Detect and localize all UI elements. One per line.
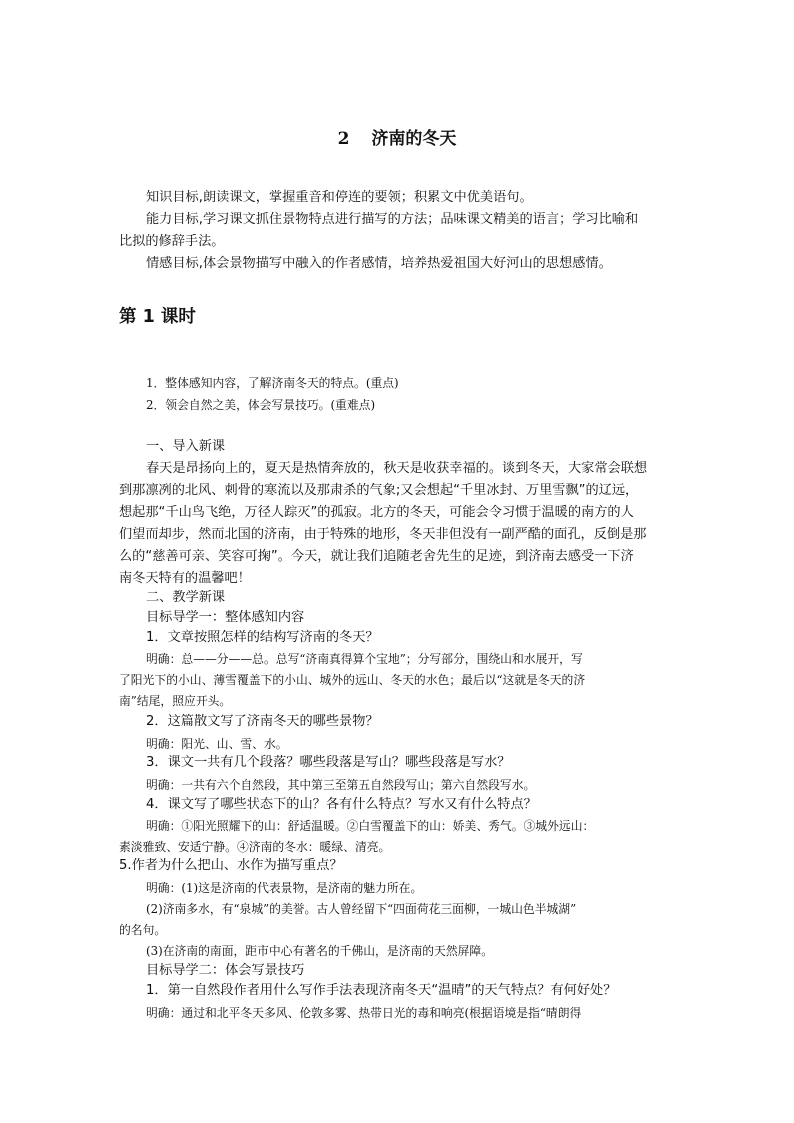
goal-item: 1．整体感知内容，了解济南冬天的特点。(重点): [146, 376, 399, 390]
intro-paragraph-line: 想起那“千山鸟飞绝，万径人踪灭”的孤寂。北方的冬天，可能会令习惯于温暖的南方的人: [119, 505, 634, 520]
intro-paragraph-line: 么的“慈善可亲、笑容可掬”。今天，就让我们追随老舍先生的足迹，到济南去感受一下济: [119, 549, 634, 564]
answer-line: (3)在济南的南面，距市中心有著名的千佛山，是济南的天然屏障。: [146, 944, 494, 958]
answer-line: 明确：一共有六个自然段，其中第三至第五自然段写山；第六自然段写水。: [146, 778, 536, 792]
question-line: 5.作者为什么把山、水作为描写重点？: [119, 858, 343, 873]
title-text: 济南的冬天: [371, 129, 457, 149]
answer-line: 明确：①阳光照耀下的山：舒适温暖。②白雪覆盖下的山：娇美、秀气。③城外远山：: [146, 819, 595, 833]
question-line: 2．这篇散文写了济南冬天的哪些景物？: [146, 714, 379, 729]
section-heading-intro: 一、导入新课: [146, 439, 226, 454]
question-line: 4．课文写了哪些状态下的山？各有什么特点？写水又有什么特点？: [146, 797, 537, 812]
intro-paragraph-line: 南冬天特有的温馨吧！: [119, 571, 251, 586]
question-line: 3．课文一共有几个段落？哪些段落是写山？哪些段落是写水？: [146, 755, 511, 770]
objective-ability-cont: 比拟的修辞手法。: [119, 234, 225, 249]
lesson-heading: 第 1 课时: [119, 307, 196, 327]
question-line: 1．第一自然段作者用什么写作手法表现济南冬天“温晴”的天气特点？有何好处？: [146, 983, 617, 998]
goal-guide-heading: 目标导学二：体会写景技巧: [146, 963, 305, 978]
objective-ability: 能力目标,学习课文抓住景物特点进行描写的方法；品味课文精美的语言；学习比喻和: [146, 212, 639, 227]
objective-emotion: 情感目标,体会景物描写中融入的作者感情，培养热爱祖国大好河山的思想感情。: [146, 256, 612, 271]
answer-line: (2)济南多水，有“泉城”的美誉。古人曾经留下“四面荷花三面柳，一城山色半城湖”: [146, 902, 577, 916]
answer-line: 明确：通过和北平冬天多风、伦敦多雾、热带日光的毒和响亮(根据语境是指“晴朗得: [146, 1006, 582, 1020]
question-line: 1．文章按照怎样的结构写济南的冬天？: [146, 630, 379, 645]
answer-line: 的名句。: [119, 923, 167, 937]
intro-paragraph-line: 春天是昂扬向上的，夏天是热情奔放的，秋天是收获幸福的。谈到冬天，大家常会联想: [146, 461, 648, 476]
intro-paragraph-line: 们望而却步，然而北国的济南，由于特殊的地形，冬天非但没有一副严酷的面孔，反倒是那: [119, 527, 647, 542]
goal-item: 2．领会自然之美，体会写景技巧。(重难点): [146, 398, 376, 412]
answer-line: 了阳光下的小山、薄雪覆盖下的小山、城外的远山、冬天的水色；最后以“这就是冬天的济: [119, 673, 586, 687]
title-number: 2: [337, 129, 350, 149]
section-heading-teaching: 二、教学新课: [146, 590, 226, 605]
answer-line: 南”结尾，照应开头。: [119, 694, 232, 708]
objective-knowledge: 知识目标,朗读课文，掌握重音和停连的要领；积累文中优美语句。: [146, 190, 533, 205]
answer-line: 明确：(1)这是济南的代表景物，是济南的魅力所在。: [146, 881, 423, 895]
page-title: [0, 124, 794, 149]
intro-paragraph-line: 到那凛冽的北风、刺骨的寒流以及那肃杀的气象;又会想起“千里冰封、万里雪飘”的辽远，: [119, 483, 639, 498]
answer-line: 明确：阳光、山、雪、水。: [146, 737, 288, 751]
goal-guide-heading: 目标导学一：整体感知内容: [146, 610, 305, 625]
answer-line: 明确：总——分——总。总写“济南真得算个宝地”；分写部分，围绕山和水展开，写: [146, 652, 583, 666]
answer-line: 素淡雅致、安适宁静。④济南的冬水：暖绿、清亮。: [119, 840, 391, 854]
